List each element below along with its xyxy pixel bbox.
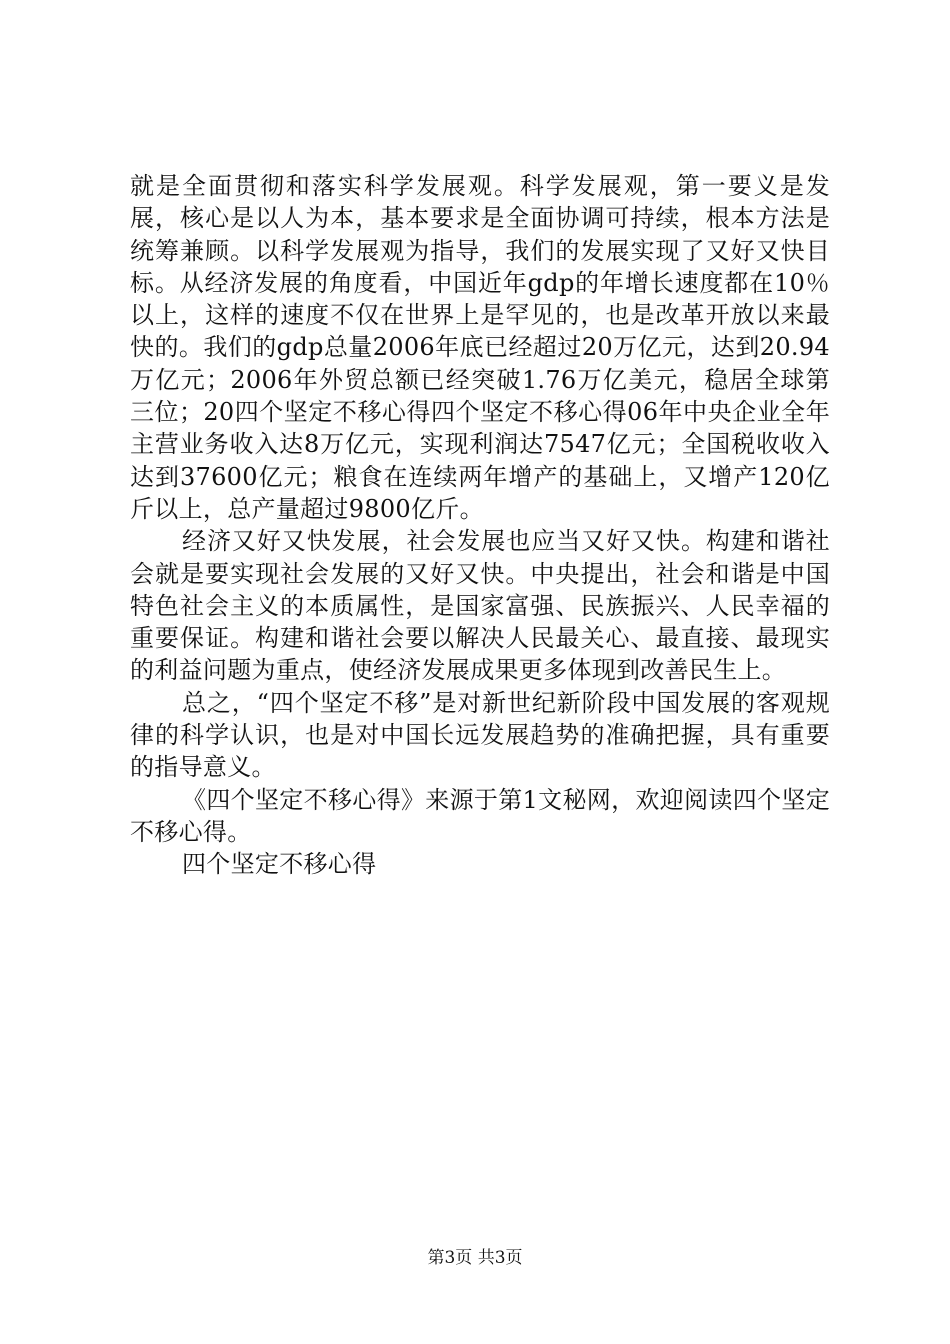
paragraph-1: 就是全面贯彻和落实科学发展观。科学发展观，第一要义是发展，核心是以人为本，基本要求是全面协调可持续，根本方法是统筹兼顾。以科学发展观为指导，我们的发展实现了又好又快目标。从经济发展的角度看，中国近年gdp的年增长速度都在10％以上，这样的速度不仅在世界上是罕见的，也是改革开放以来最快的。我们的gdp总量2006年底已经超过20万亿元，达到20.94万亿元；2006年外贸总额已经突破1.76万亿美元，稳居全球第三位；20四个坚定不移心得四个坚定不移心得06年中央企业全年主营业务收入达8万亿元，实现利润达7547亿元；全国税收收入达到37600亿元；粮食在连续两年增产的基础上，又增产120亿斤以上，总产量超过9800亿斤。 (130, 172, 830, 523)
paragraph-2: 经济又好又快发展，社会发展也应当又好又快。构建和谐社会就是要实现社会发展的又好又快。中央提出，社会和谐是中国特色社会主义的本质属性，是国家富强、民族振兴、人民幸福的重要保证。构建和谐社会要以解决人民最关心、最直接、最现实的利益问题为重点，使经济发展成果更多体现到改善民生上。 (130, 527, 830, 685)
page-footer: 第3页 共3页 (427, 1248, 523, 1268)
paragraph-5: 四个坚定不移心得 (182, 850, 377, 879)
paragraph-4: 《四个坚定不移心得》来源于第1文秘网，欢迎阅读四个坚定不移心得。 (130, 785, 830, 846)
paragraph-3: 总之，“四个坚定不移”是对新世纪新阶段中国发展的客观规律的科学认识，也是对中国长远发展趋势的准确把握，具有重要的指导意义。 (130, 688, 830, 782)
document-body (130, 170, 830, 881)
